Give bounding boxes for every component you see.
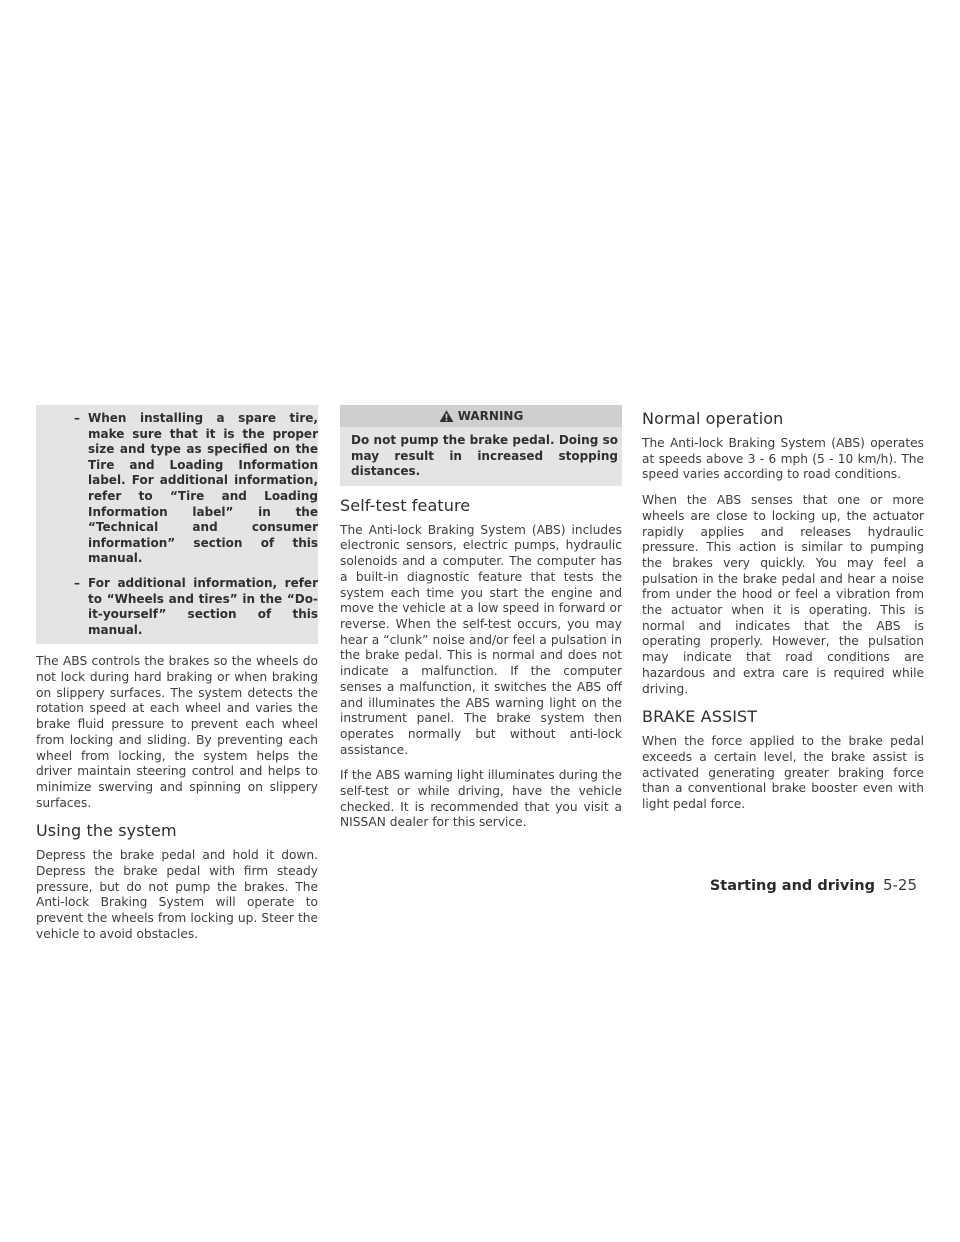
warning-text: Do not pump the brake pedal. Doing so may result in increased stopping distances.: [351, 433, 618, 479]
warning-box: [340, 405, 622, 486]
footer-section-title: Starting and driving: [709, 878, 875, 894]
abs-intro-paragraph: The ABS controls the brakes so the wheels do not lock during hard braking or when braking on slippery surfaces. The system detects the rotation speed at each wheel and varies the brake fluid pressure to prevent each wheel from locking and sliding. By preventing each wheel from locking, the system helps the driver maintain steering control and helps to minimize swerving and spinning on slippery surfaces.: [36, 654, 318, 810]
warning-label: WARNING: [457, 409, 524, 423]
note-box: [36, 405, 318, 644]
note-item-spare-tire: [36, 411, 318, 567]
page-footer: [710, 876, 917, 894]
heading-brake-assist: BRAKE ASSIST: [642, 707, 758, 727]
note-dash: –: [74, 575, 80, 590]
note-text: For additional information, refer to “Wheels and tires” in the “Do-it-yourself” section of this manual.: [88, 575, 318, 637]
column-middle: [340, 405, 622, 841]
self-test-paragraph: If the ABS warning light illuminates during the self-test or while driving, have the vehicle checked. It is recommended that you visit a NISSAN dealer for this service.: [340, 768, 622, 830]
column-left: [36, 405, 318, 953]
heading-normal-operation: Normal operation: [642, 409, 784, 428]
column-right: [642, 405, 924, 823]
note-item-wheels-tires: [36, 576, 318, 638]
heading-self-test-feature: Self-test feature: [340, 495, 471, 515]
heading-using-the-system: Using the system: [36, 821, 177, 841]
normal-operation-paragraph: The Anti-lock Braking System (ABS) operates at speeds above 3 - 6 mph (5 - 10 km/h). The speed varies according to road conditions.: [642, 436, 924, 482]
brake-assist-paragraph: When the force applied to the brake pedal exceeds a certain level, the brake assist is activated generating greater braking force than a conventional brake booster even with light pedal force.: [642, 734, 924, 812]
page-number: 5-25: [882, 876, 917, 894]
note-dash: –: [74, 411, 80, 425]
note-text: When installing a spare tire, make sure that it is the proper size and type as specified on the Tire and Loading Information label. For additional information, refer to “Tire and Loading Information label” in the “Technical and consumer information” section of this manual.: [88, 411, 318, 566]
self-test-paragraph: The Anti-lock Braking System (ABS) includes electronic sensors, electric pumps, hydraulic solenoids and a computer. The computer has a built-in diagnostic feature that tests the system each time you start the engine and move the vehicle at a low speed in forward or reverse. When the self-test occurs, you may hear a “clunk” noise and/or feel a pulsation in the brake pedal. This is normal and does not indicate a malfunction. If the computer senses a malfunction, it switches the ABS off and illuminates the ABS warning light on the instrument panel. The brake system then operates normally but without anti-lock assistance.: [340, 522, 622, 757]
normal-operation-paragraph: When the ABS senses that one or more wheels are close to locking up, the actuator rapidly applies and releases hydraulic pressure. This action is similar to pumping the brakes very quickly. You may feel a pulsation in the brake pedal and hear a noise from under the hood or feel a vibration from the actuator when it is operating. This is normal and indicates that the ABS is operating properly. However, the pulsation may indicate that road conditions are hazardous and extra care is required while driving.: [642, 493, 924, 696]
using-the-system-paragraph: Depress the brake pedal and hold it down. Depress the brake pedal with firm steady pressure, but do not pump the brakes. The Anti-lock Braking System will operate to prevent the wheels from locking up. Steer the vehicle to avoid obstacles.: [36, 848, 318, 941]
warning-triangle-icon: [439, 409, 454, 423]
warning-header: [340, 405, 622, 427]
